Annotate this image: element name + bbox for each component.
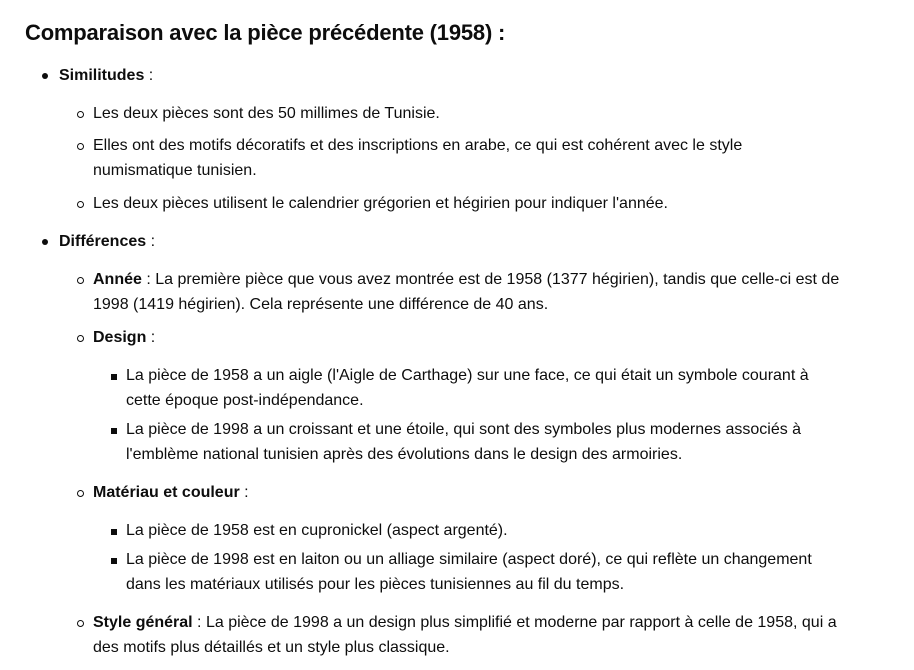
list-item: La pièce de 1998 a un croissant et une étoile, qui sont des symboles plus modernes associés à — [126, 421, 802, 438]
annee-item: Année : La première pièce que vous avez montrée est de 1958 (1377 hégirien), tandis que celle-ci est de — [93, 271, 840, 288]
disc-bullet — [42, 239, 48, 245]
differences-label: Différences : — [59, 233, 156, 250]
circle-bullet — [77, 143, 84, 150]
circle-bullet — [77, 620, 84, 627]
circle-bullet — [77, 201, 84, 208]
section-heading: Comparaison avec la pièce précédente (1958) : — [25, 20, 506, 45]
square-bullet — [111, 428, 117, 434]
circle-bullet — [77, 490, 84, 497]
materiau-label: Matériau et couleur : — [93, 484, 249, 501]
list-item-continuation: cette époque post-indépendance. — [126, 392, 364, 409]
similitudes-label: Similitudes : — [59, 67, 154, 84]
annee-item-continuation: 1998 (1419 hégirien). Cela représente une différence de 40 ans. — [93, 296, 549, 313]
square-bullet — [111, 374, 117, 380]
list-item: Les deux pièces sont des 50 millimes de Tunisie. — [93, 105, 440, 122]
circle-bullet — [77, 335, 84, 342]
design-label: Design : — [93, 329, 156, 346]
list-item-continuation: l'emblème national tunisien après des évolutions dans le design des armoiries. — [126, 446, 683, 463]
list-item-continuation: numismatique tunisien. — [93, 162, 257, 179]
list-item: La pièce de 1998 est en laiton ou un alliage similaire (aspect doré), ce qui reflète un changement — [126, 551, 812, 568]
list-item: Les deux pièces utilisent le calendrier grégorien et hégirien pour indiquer l'année. — [93, 195, 668, 212]
disc-bullet — [42, 73, 48, 79]
style-item: Style général : La pièce de 1998 a un design plus simplifié et moderne par rapport à celle de 1958, qui a — [93, 614, 837, 631]
list-item: Elles ont des motifs décoratifs et des inscriptions en arabe, ce qui est cohérent avec le style — [93, 137, 743, 154]
list-item: La pièce de 1958 a un aigle (l'Aigle de Carthage) sur une face, ce qui était un symbole courant à — [126, 367, 809, 384]
list-item-continuation: dans les matériaux utilisés pour les pièces tunisiennes au fil du temps. — [126, 576, 625, 593]
style-item-continuation: des motifs plus détaillés et un style plus classique. — [93, 639, 450, 656]
list-item: La pièce de 1958 est en cupronickel (aspect argenté). — [126, 522, 508, 539]
circle-bullet — [77, 111, 84, 118]
circle-bullet — [77, 277, 84, 284]
square-bullet — [111, 558, 117, 564]
square-bullet — [111, 529, 117, 535]
